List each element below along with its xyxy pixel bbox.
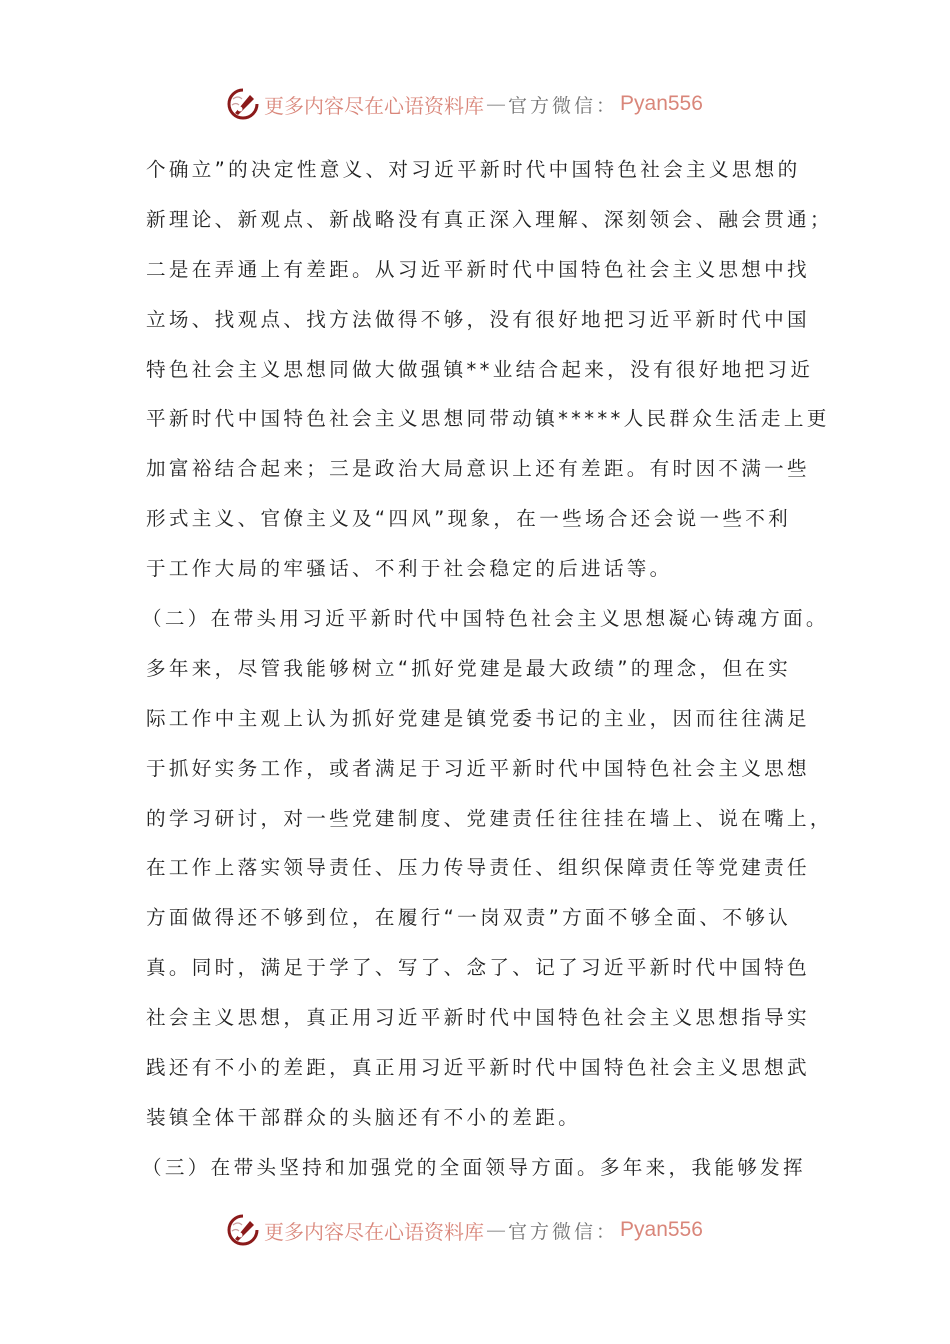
- watermark-wechat-id: Pyan556: [620, 92, 703, 115]
- footer-watermark: [226, 1210, 703, 1250]
- watermark-wechat-id: Pyan556: [620, 1218, 703, 1241]
- text-line: 于工作大局的牢骚话、不利于社会稳定的后进话等。: [146, 557, 673, 581]
- watermark-wechat-label: 官方微信：: [508, 1220, 619, 1243]
- section-heading-2: （二）在带头用习近平新时代中国特色社会主义思想凝心铸魂方面。: [142, 607, 829, 631]
- text-line: 真。同时，满足于学了、写了、念了、记了习近平新时代中国特色: [146, 956, 810, 980]
- text-line: 社会主义思想，真正用习近平新时代中国特色社会主义思想指导实: [146, 1006, 810, 1030]
- text-line: 践还有不小的差距，真正用习近平新时代中国特色社会主义思想武: [146, 1056, 810, 1080]
- text-line: 方面做得还不够到位，在履行“一岗双责”方面不够全面、不够认: [146, 906, 792, 930]
- text-line: 际工作中主观上认为抓好党建是镇党委书记的主业，因而往往满足: [146, 706, 810, 730]
- watermark-wechat-label: 官方微信：: [508, 94, 619, 117]
- watermark-title: 更多内容尽在心语资料库: [264, 1219, 484, 1244]
- text-line: 立场、找观点、找方法做得不够，没有很好地把习近平新时代中国: [146, 307, 810, 331]
- watermark-dash: —: [486, 92, 506, 116]
- pen-logo-icon: [226, 87, 260, 121]
- watermark-title: 更多内容尽在心语资料库: [264, 93, 484, 118]
- text-line: 个确立”的决定性意义、对习近平新时代中国特色社会主义思想的: [146, 158, 801, 181]
- text-line: 多年来，尽管我能够树立“抓好党建是最大政绩”的理念，但在实: [146, 656, 792, 680]
- header-watermark: [226, 84, 703, 124]
- text-line: 于抓好实务工作，或者满足于习近平新时代中国特色社会主义思想: [146, 756, 810, 780]
- text-line: 特色社会主义思想同做大做强镇**业结合起来，没有很好地把习近: [146, 357, 814, 381]
- text-line: 形式主义、官僚主义及“四风”现象，在一些场合还会说一些不利: [146, 507, 792, 531]
- pen-logo-icon: [226, 1213, 260, 1247]
- document-body: [142, 150, 833, 1198]
- section-heading-3: （三）在带头坚持和加强党的全面领导方面。多年来，我能够发挥: [142, 1155, 806, 1179]
- text-line: 在工作上落实领导责任、压力传导责任、组织保障责任等党建责任: [146, 856, 810, 880]
- text-line: 新理论、新观点、新战略没有真正深入理解、深刻领会、融会贯通；: [146, 207, 833, 231]
- text-line: 加富裕结合起来；三是政治大局意识上还有差距。有时因不满一些: [146, 457, 810, 481]
- text-line: 平新时代中国特色社会主义思想同带动镇*****人民群众生活走上更: [146, 407, 830, 431]
- text-line: 二是在弄通上有差距。从习近平新时代中国特色社会主义思想中找: [146, 257, 810, 281]
- watermark-dash: —: [486, 1218, 506, 1242]
- text-line: 装镇全体干部群众的头脑还有不小的差距。: [146, 1105, 581, 1129]
- text-line: 的学习研讨，对一些党建制度、党建责任往往挂在墙上、说在嘴上，: [146, 806, 833, 830]
